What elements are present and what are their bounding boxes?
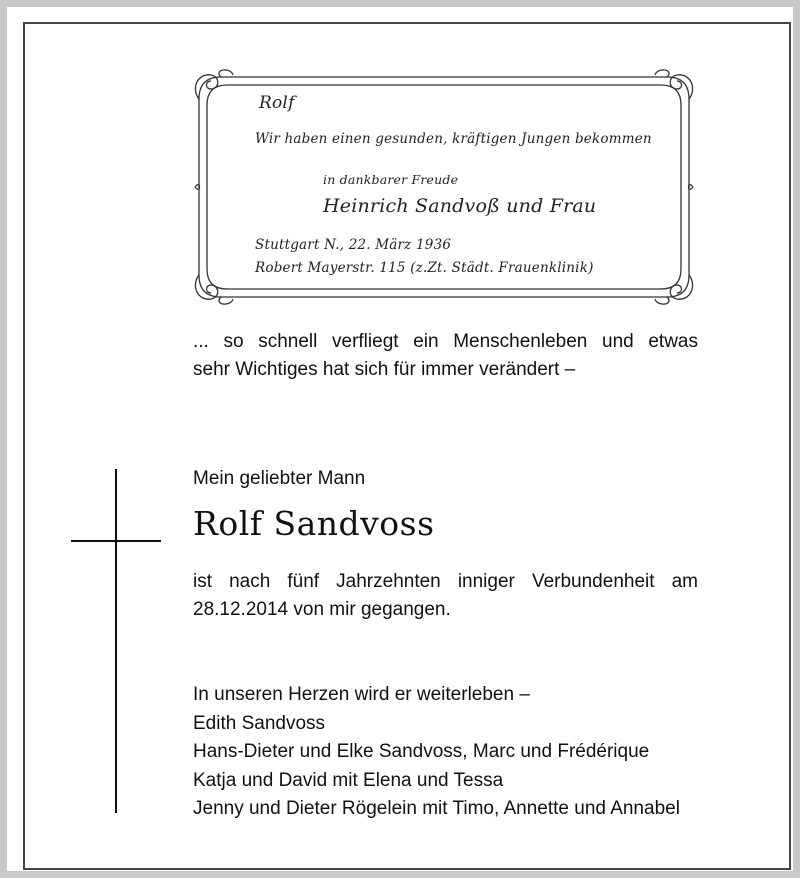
beloved-label: Mein geliebter Mann	[193, 468, 366, 489]
card-child-name: Rolf	[259, 93, 295, 113]
cross-horizontal-icon	[71, 540, 161, 542]
passing-line: ist nach fünf Jahrzehnten inniger Verbundenheit am	[193, 571, 698, 592]
card-address: Robert Mayerstr. 115 (z.Zt. Städt. Frauenklinik)	[255, 260, 594, 276]
mourner-entry: Jenny und Dieter Rögelein mit Timo, Annette und Annabel	[193, 798, 680, 819]
deceased-name: Rolf Sandvoss	[193, 504, 435, 543]
passing-text	[193, 568, 698, 624]
intro-line: sehr Wichtiges hat sich für immer verändert –	[193, 359, 576, 380]
mourners-list	[193, 681, 713, 824]
birth-announcement-card	[191, 69, 697, 305]
obituary-page	[7, 7, 793, 871]
mourner-entry: Edith Sandvoss	[193, 712, 326, 734]
card-place-date: Stuttgart N., 22. März 1936	[255, 237, 452, 253]
intro-line: ... so schnell verfliegt ein Menschenleben und etwas	[193, 331, 698, 352]
mourner-entry: Katja und David mit Elena und Tessa	[193, 769, 504, 791]
card-parents: Heinrich Sandvoß und Frau	[323, 195, 597, 217]
card-gratitude: in dankbarer Freude	[323, 172, 459, 187]
card-announcement: Wir haben einen gesunden, kräftigen Jungen bekommen	[255, 131, 652, 147]
mourners-intro: In unseren Herzen wird er weiterleben –	[193, 684, 530, 705]
intro-text	[193, 328, 698, 384]
mourner-entry: Hans-Dieter und Elke Sandvoss, Marc und Frédérique	[193, 741, 650, 762]
cross-vertical-icon	[115, 469, 117, 813]
passing-line: 28.12.2014 von mir gegangen.	[193, 599, 451, 620]
